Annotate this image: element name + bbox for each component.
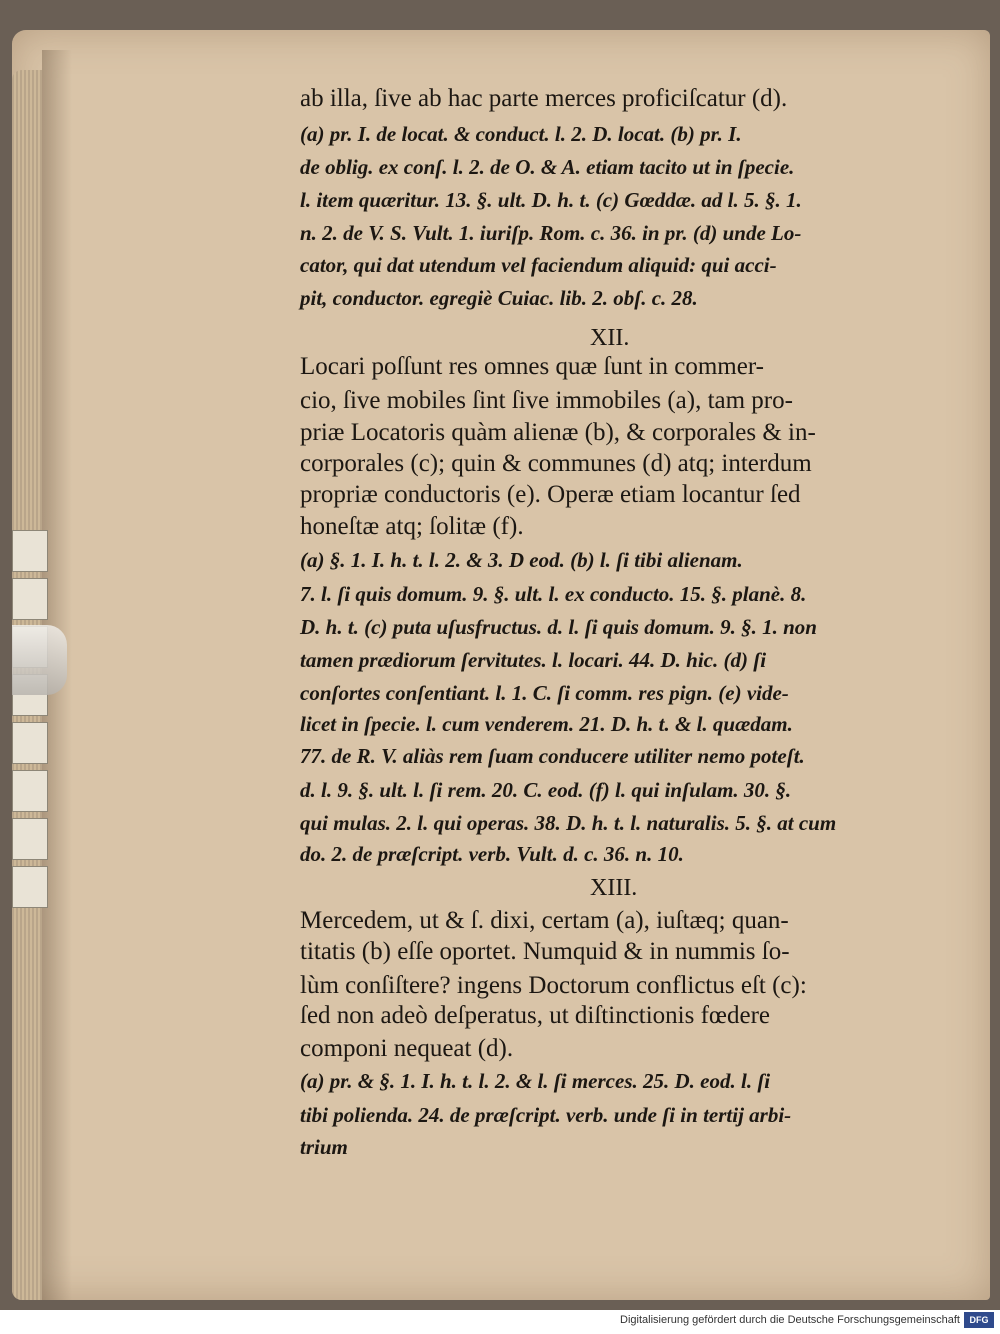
- footnote-line: tibi polienda. 24. de præſcript. verb. unde ſi in tertij arbi-: [300, 1103, 792, 1127]
- footnote-line: tamen prædiorum ſervitutes. l. locari. 44. D. hic. (d) ſi: [300, 648, 767, 672]
- text-line: priæ Locatoris quàm alienæ (b), & corporales & in-: [300, 419, 816, 446]
- page-clip: [12, 625, 67, 695]
- text-line: titatis (b) eſſe oportet. Numquid & in nummis ſo-: [300, 938, 790, 965]
- binding-tab: [12, 818, 48, 860]
- footer-credit: Digitalisierung gefördert durch die Deutsche Forschungsgemeinschaft: [620, 1314, 960, 1326]
- binding-tab: [12, 530, 48, 572]
- text-line: corporales (c); quin & communes (d) atq; interdum: [300, 450, 812, 477]
- footnote-line: cator, qui dat utendum vel faciendum aliquid: qui acci-: [300, 253, 777, 277]
- footnote-line: (a) §. 1. I. h. t. l. 2. & 3. D eod. (b) l. ſi tibi alienam.: [300, 548, 743, 572]
- footnote-line: l. item quæritur. 13. §. ult. D. h. t. (c) Gœddæ. ad l. 5. §. 1.: [300, 188, 802, 212]
- footnote-line: 7. l. ſi quis domum. 9. §. ult. l. ex conducto. 15. §. planè. 8.: [300, 582, 807, 606]
- binding-tabs: [12, 530, 52, 914]
- text-line: ſed non adeò deſperatus, ut diſtinctionis fœdere: [300, 1002, 771, 1029]
- footnote-line: n. 2. de V. S. Vult. 1. iuriſp. Rom. c. 36. in pr. (d) unde Lo-: [300, 221, 802, 245]
- footnote-line: D. h. t. (c) puta uſusfructus. d. l. ſi quis domum. 9. §. 1. non: [300, 615, 817, 639]
- text-line: componi nequeat (d).: [300, 1035, 514, 1062]
- footnote-line: de oblig. ex conſ. l. 2. de O. & A. etiam tacito ut in ſpecie.: [300, 155, 795, 179]
- text-line: cio, ſive mobiles ſint ſive immobiles (a), tam pro-: [300, 387, 793, 414]
- section-heading: XIII.: [590, 875, 638, 901]
- text-line: propriæ conductoris (e). Operæ etiam locantur ſed: [300, 481, 801, 508]
- dfg-logo: DFG: [964, 1312, 994, 1328]
- footnote-line: qui mulas. 2. l. qui operas. 38. D. h. t. l. naturalis. 5. §. at cum: [300, 811, 837, 835]
- footnote-line: 77. de R. V. aliàs rem ſuam conducere utiliter nemo poteſt.: [300, 744, 805, 768]
- footnote-line: conſortes conſentiant. l. 1. C. ſi comm. res pign. (e) vide-: [300, 681, 789, 705]
- section-heading: XII.: [590, 325, 630, 351]
- text-line: ab illa, ſive ab hac parte merces proficiſcatur (d).: [300, 85, 788, 112]
- binding-tab: [12, 722, 48, 764]
- footnote-line: (a) pr. I. de locat. & conduct. l. 2. D. locat. (b) pr. I.: [300, 122, 742, 146]
- binding-tab: [12, 770, 48, 812]
- footnote-line: trium: [300, 1135, 348, 1159]
- text-line: Locari poſſunt res omnes quæ ſunt in commer-: [300, 353, 764, 380]
- footnote-line: d. l. 9. §. ult. l. ſi rem. 20. C. eod. (f) l. qui inſulam. 30. §.: [300, 778, 792, 802]
- binding-tab: [12, 578, 48, 620]
- text-line: Mercedem, ut & ſ. dixi, certam (a), iuſtæq; quan-: [300, 907, 789, 934]
- text-line: lùm conſiſtere? ingens Doctorum conflictus eſt (c):: [300, 972, 807, 999]
- footnote-line: licet in ſpecie. l. cum venderem. 21. D. h. t. & l. quædam.: [300, 712, 793, 736]
- footnote-line: do. 2. de præſcript. verb. Vult. d. c. 36. n. 10.: [300, 842, 684, 866]
- footnote-line: pit, conductor. egregiè Cuiac. lib. 2. obſ. c. 28.: [300, 286, 698, 310]
- footnote-line: (a) pr. & §. 1. I. h. t. l. 2. & l. ſi merces. 25. D. eod. l. ſi: [300, 1069, 771, 1093]
- text-line: honeſtæ atq; ſolitæ (f).: [300, 513, 524, 540]
- binding-tab: [12, 866, 48, 908]
